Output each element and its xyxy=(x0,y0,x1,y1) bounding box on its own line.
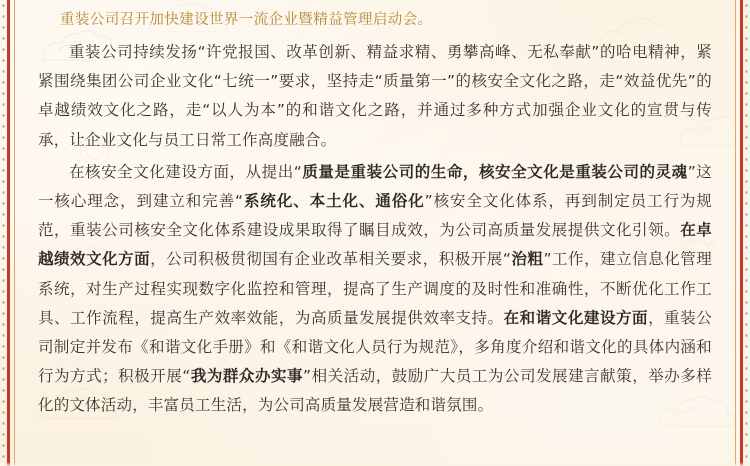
left-border-ornament xyxy=(0,0,30,466)
text-run: ，重装公司制定并发布《和谐文化手册》和《和谐文化人员行为规范》，多角度介绍和谐文化的具体内涵和行为方式；积极开展“ xyxy=(38,308,712,386)
emphasis-run: 质量是重装公司的生命，核安全文化是重装公司的灵魂 xyxy=(302,162,688,181)
paragraph-1 xyxy=(38,31,712,155)
text-run: ，公司积极贯彻国有企业改革相关要求，积极开展“ xyxy=(150,250,512,269)
document-body xyxy=(38,0,712,466)
text-run: ”这一核心理念，到建立和完善“ xyxy=(38,162,713,211)
right-border-gold-rule xyxy=(735,0,736,466)
right-border-ornament xyxy=(720,0,750,466)
emphasis-run: 在卓越绩效文化方面 xyxy=(38,221,712,269)
text-run: 在核安全文化建设方面，从提出“ xyxy=(69,162,303,181)
emphasis-run: 在和谐文化建设方面 xyxy=(503,308,649,327)
section-heading: 重装公司召开加快建设世界一流企业暨精益管理启动会。 xyxy=(60,12,433,28)
emphasis-run: 治粗 xyxy=(511,250,544,269)
paragraph-2 xyxy=(38,155,712,421)
text-run: ”相关活动，鼓励广大员工为公司发展建言献策，举办多样化的文体活动，丰富员工生活，为公司高质量发展营造和谐氛围。 xyxy=(38,367,713,415)
text-run: 重装公司持续发扬“许党报国、改革创新、精益求精、勇攀高峰、无私奉献”的哈电精神，紧紧围绕集团公司企业文化“七统一”要求，坚持走“质量第一”的核安全文化之路，走“效益优先”的卓越绩效文化之路，走“以人为本”的和谐文化之路，并通过多种方式加强企业文化的宣贯与传承，让企业文化与员工日常工作高度融合。 xyxy=(38,43,712,149)
emphasis-run: 我为群众办实事 xyxy=(190,367,304,386)
emphasis-run: 系统化、本土化、通俗化 xyxy=(243,192,425,211)
text-run: ”工作，建立信息化管理系统，对生产过程实现数字化监控和管理，提高了生产调度的及时性和准确性，不断优化工作工具、工作流程，提高生产效率效能，为高质量发展提供效率支持。 xyxy=(38,250,712,327)
left-border-gold-rule xyxy=(14,0,15,466)
text-run: ”核安全文化体系，再到制定员工行为规范，重装公司核安全文化体系建设成果取得了瞩目成效，为公司高质量发展提供文化引领。 xyxy=(38,192,712,240)
left-border-dots xyxy=(1,0,6,466)
right-border-dots xyxy=(744,0,749,466)
right-border-red-rule xyxy=(740,0,743,466)
left-border-red-rule xyxy=(7,0,10,466)
